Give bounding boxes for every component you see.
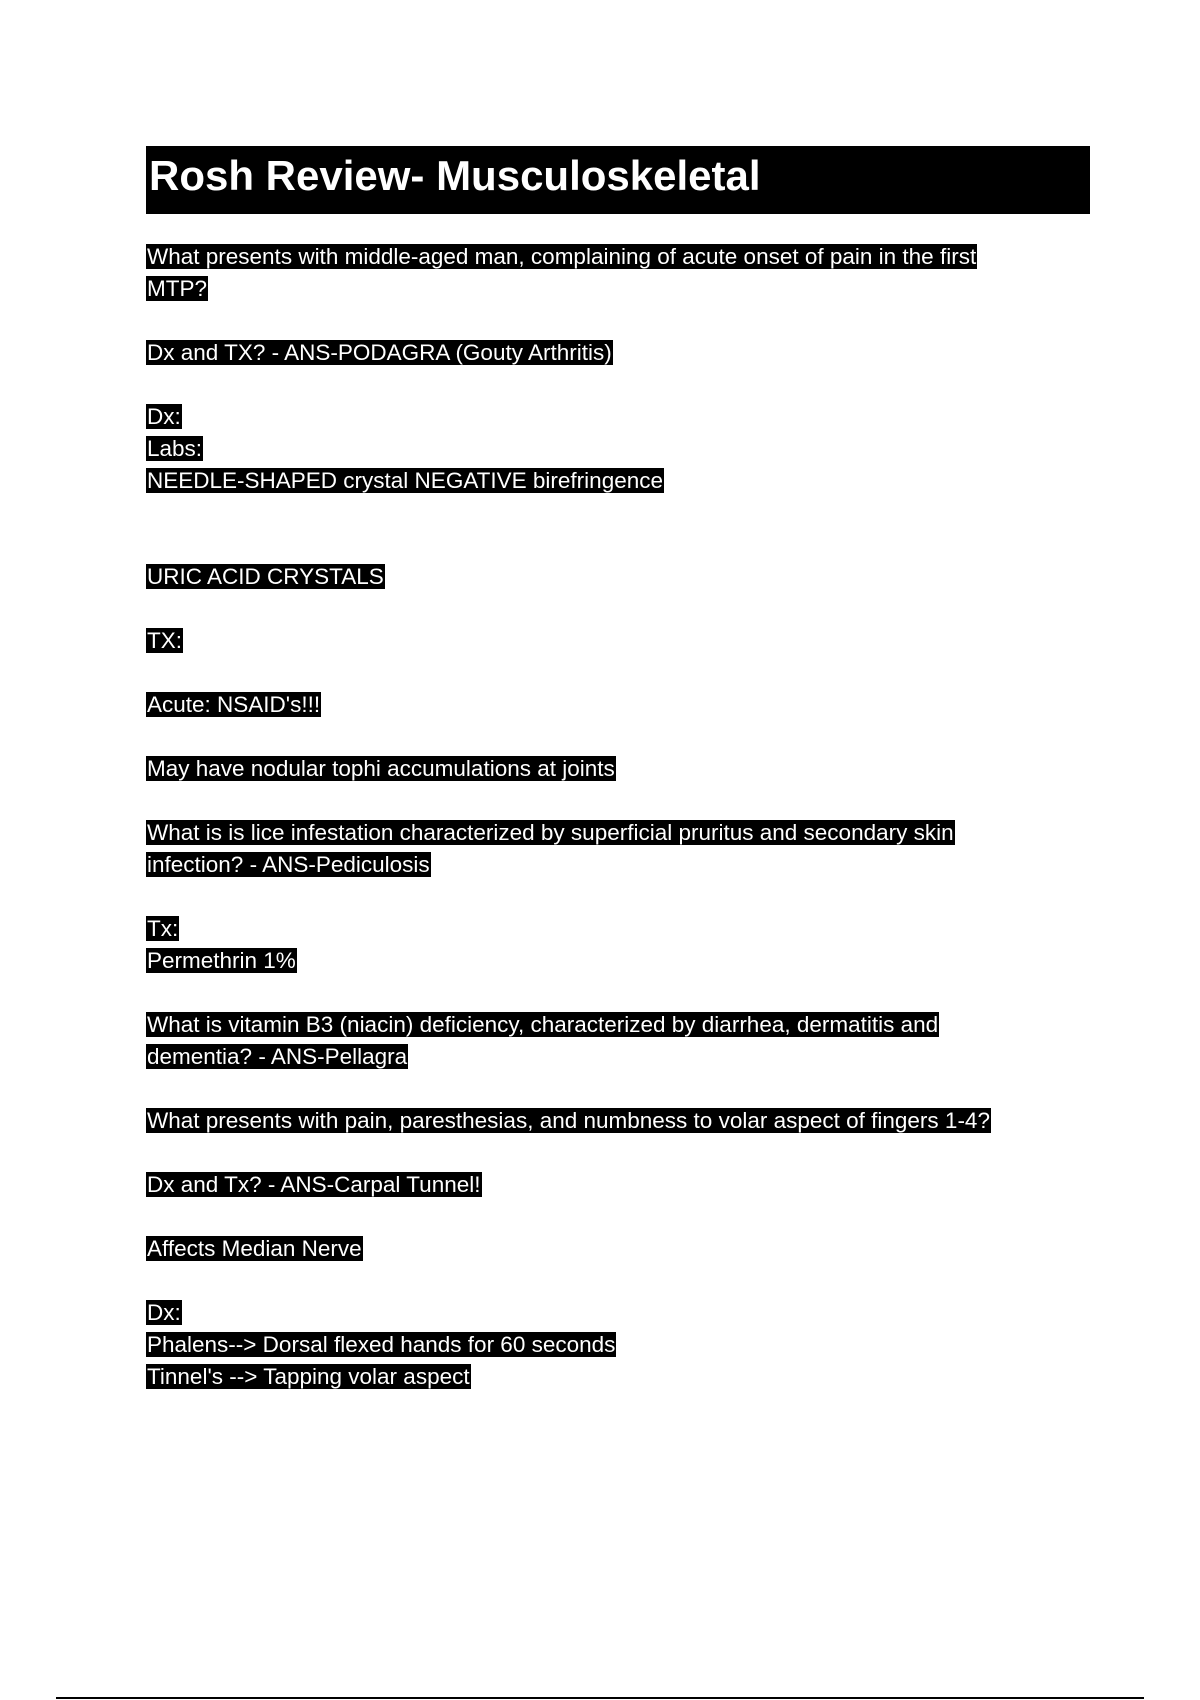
highlighted-text: May have nodular tophi accumulations at joints [147,756,615,781]
highlighted-text: Affects Median Nerve [147,1236,362,1261]
highlighted-text: Dx: [147,1300,181,1325]
blank-line [146,1265,1096,1297]
highlighted-text: Labs: [147,436,203,461]
highlighted-text: Dx and Tx? - ANS-Carpal Tunnel! [147,1172,481,1197]
highlighted-text: infection? - ANS-Pediculosis [147,852,430,877]
text-line [146,849,1096,881]
blank-line [146,721,1096,753]
text-line [146,689,1096,721]
text-line [146,1233,1096,1265]
highlighted-text: Acute: NSAID's!!! [147,692,321,717]
blank-line [146,497,1096,561]
blank-line [146,657,1096,689]
highlighted-text: Phalens--> Dorsal flexed hands for 60 seconds [147,1332,616,1357]
text-line [146,561,1096,593]
text-line [146,337,1096,369]
text-line [146,1009,1096,1041]
highlighted-text: Tx: [147,916,179,941]
title-bar [146,146,1090,214]
text-line [146,433,1096,465]
text-line [146,1329,1096,1361]
blank-line [146,1137,1096,1169]
text-line [146,753,1096,785]
blank-line [146,1201,1096,1233]
text-line [146,401,1096,433]
blank-line [146,785,1096,817]
highlighted-text: What is is lice infestation characterized by superficial pruritus and secondary skin [147,820,954,845]
blank-line [146,305,1096,337]
text-line [146,1361,1096,1393]
text-line [146,913,1096,945]
highlighted-text: Tinnel's --> Tapping volar aspect [147,1364,470,1389]
highlighted-text: What is vitamin B3 (niacin) deficiency, characterized by diarrhea, dermatitis and [147,1012,939,1037]
highlighted-text: MTP? [147,276,208,301]
text-line [146,625,1096,657]
text-line [146,1297,1096,1329]
text-line [146,1169,1096,1201]
blank-line [146,1073,1096,1105]
page-title: Rosh Review- Musculoskeletal [149,152,761,199]
blank-line [146,881,1096,913]
highlighted-text: Dx and TX? - ANS-PODAGRA (Gouty Arthritis) [147,340,612,365]
highlighted-text: URIC ACID CRYSTALS [147,564,384,589]
highlighted-text: NEEDLE-SHAPED crystal NEGATIVE birefringence [147,468,663,493]
blank-line [146,977,1096,1009]
highlighted-text: Dx: [147,404,181,429]
text-line [146,465,1096,497]
text-line [146,241,1096,273]
highlighted-text: TX: [147,628,183,653]
text-line [146,945,1096,977]
highlighted-text: dementia? - ANS-Pellagra [147,1044,408,1069]
page-bottom-rule [56,1697,1144,1699]
text-line [146,273,1096,305]
highlighted-text: What presents with middle-aged man, complaining of acute onset of pain in the first [147,244,977,269]
document-body [146,241,1096,1393]
highlighted-text: What presents with pain, paresthesias, and numbness to volar aspect of fingers 1-4? [147,1108,990,1133]
highlighted-text: Permethrin 1% [147,948,296,973]
blank-line [146,369,1096,401]
text-line [146,1105,1096,1137]
text-line [146,1041,1096,1073]
blank-line [146,593,1096,625]
text-line [146,817,1096,849]
